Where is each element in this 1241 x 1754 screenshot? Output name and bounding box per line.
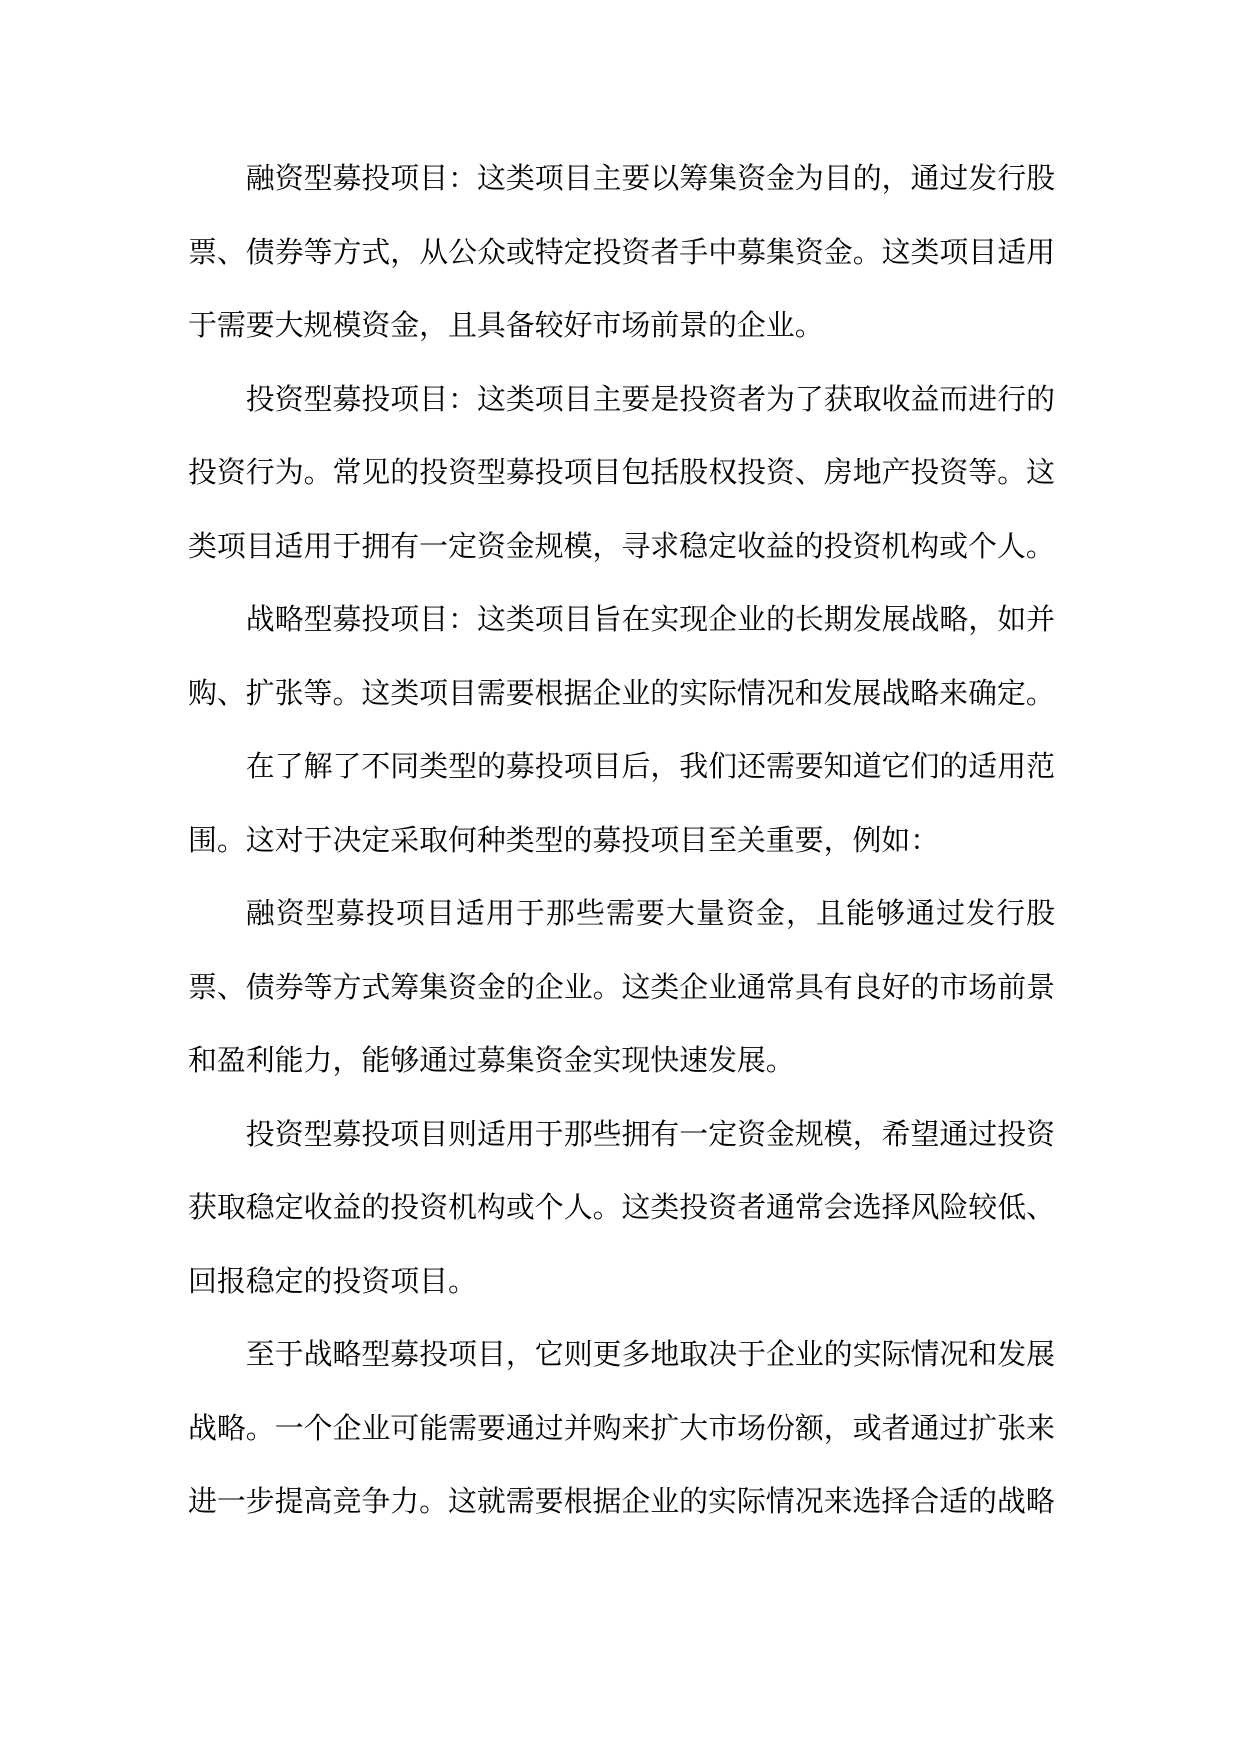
paragraph-strategic-scope: 至于战略型募投项目，它则更多地取决于企业的实际情况和发展战略。一个企业可能需要通过并购来扩大市场份额，或者通过扩张来进一步提高竞争力。这就需要根据企业的实际情况来选择合适的战略	[188, 1337, 1055, 1518]
paragraph-financing-scope: 融资型募投项目适用于那些需要大量资金，且能够通过发行股票、债券等方式筹集资金的企业。这类企业通常具有良好的市场前景和盈利能力，能够通过募集资金实现快速发展。	[188, 896, 1055, 1077]
paragraph-investment-scope: 投资型募投项目则适用于那些拥有一定资金规模，希望通过投资获取稳定收益的投资机构或个人。这类投资者通常会选择风险较低、回报稳定的投资项目。	[188, 1116, 1055, 1298]
paragraph-financing-type: 融资型募投项目：这类项目主要以筹集资金为目的，通过发行股票、债券等方式，从公众或特定投资者手中募集资金。这类项目适用于需要大规模资金，且具备较好市场前景的企业。	[188, 161, 1055, 342]
body-text	[188, 142, 1055, 1539]
paragraph-strategic-type: 战略型募投项目：这类项目旨在实现企业的长期发展战略，如并购、扩张等。这类项目需要根据企业的实际情况和发展战略来确定。	[188, 602, 1055, 710]
paragraph-investment-type: 投资型募投项目：这类项目主要是投资者为了获取收益而进行的投资行为。常见的投资型募投项目包括股权投资、房地产投资等。这类项目适用于拥有一定资金规模，寻求稳定收益的投资机构或个人。	[188, 381, 1055, 563]
paragraph-scope-intro: 在了解了不同类型的募投项目后，我们还需要知道它们的适用范围。这对于决定采取何种类型的募投项目至关重要，例如：	[188, 749, 1055, 857]
